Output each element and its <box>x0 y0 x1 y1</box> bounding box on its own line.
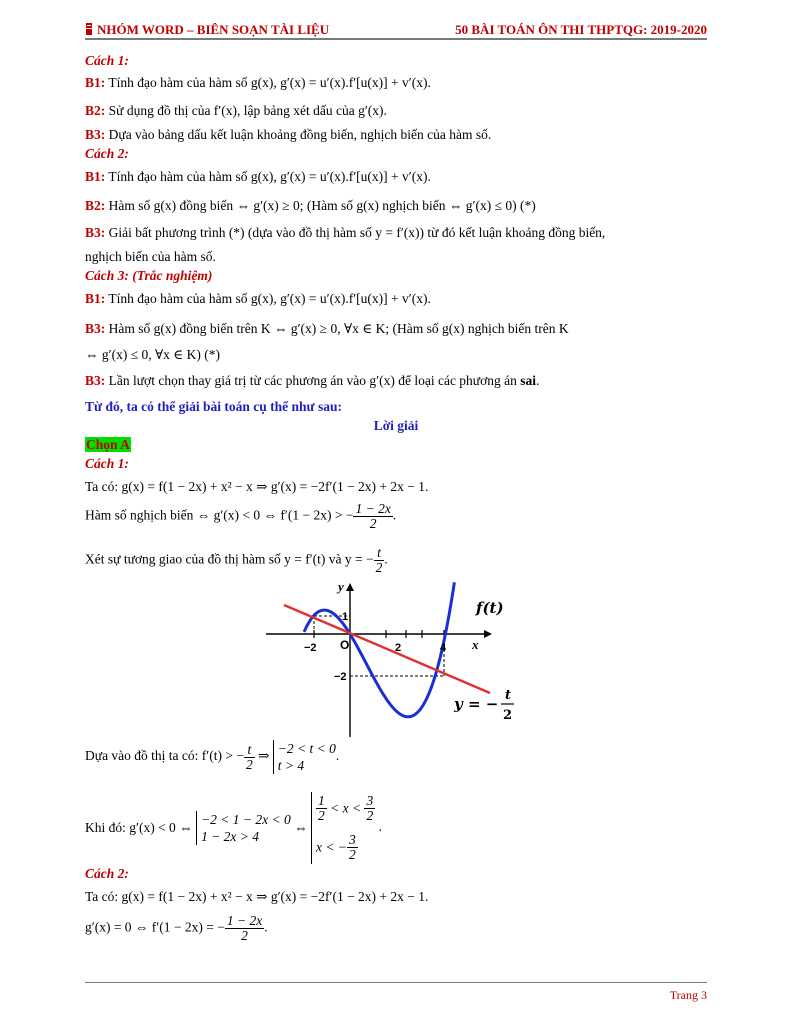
sol2-line2: g′(x) = 0 ⇔ f′(1 − 2x) = − $\frac{1 - 2x}{2}$ . <box>85 913 268 943</box>
y-axis-arrow-icon <box>346 583 354 591</box>
header-rule <box>85 38 707 40</box>
answer-badge: Chọn A <box>86 437 130 452</box>
book-logo-icon <box>85 23 93 35</box>
curve-f-t <box>304 582 454 717</box>
method1-title: Cách 1: <box>85 53 129 68</box>
fraction: $\frac{t}{2}$ <box>375 545 383 575</box>
method2-b1: B1: Tính đạo hàm của hàm số g(x), g′(x) = u′(x).f′[u(x)] + v′(x). <box>85 169 431 184</box>
x-axis-label: x <box>472 637 479 652</box>
sol1-line2: Hàm số nghịch biến ⇔ g′(x) < 0 ⇔ f′(1 − 2x) > − $\frac{1 - 2x}{2}$ . <box>85 501 397 531</box>
y-axis-label: y <box>338 579 344 594</box>
tick-label-y1: 1 <box>342 611 349 623</box>
curve-label: f(t) <box>476 599 504 617</box>
case-bracket: −2 < 1 − 2x < 0 1 − 2x > 4 <box>196 811 291 845</box>
header-left: NHÓM WORD – BIÊN SOẠN TÀI LIỆU <box>85 22 329 38</box>
sol2-title: Cách 2: <box>85 866 129 881</box>
solution-title: Lời giải <box>373 418 419 433</box>
header-right: 50 BÀI TOÁN ÔN THI THPTQG: 2019-2020 <box>455 22 707 37</box>
sol1-line4: Dựa vào đồ thị ta có: f′(t) > − $\frac{t}{2}$ ⇒ −2 < t < 0 t > 4 . <box>85 741 340 773</box>
footer-rule <box>85 982 707 983</box>
page-footer <box>85 982 707 1002</box>
sol1-line5: Khi đó: g′(x) < 0 ⇔ −2 < 1 − 2x < 0 1 − 2x > 4 ⇔ $\frac{1}{2}$ < x < $\frac{3}{2}$ x < − $\frac{3}{2}$ . <box>85 793 382 862</box>
function-graph <box>262 575 524 740</box>
line-label-den: 2 <box>503 708 513 723</box>
fraction: $\frac{1 - 2x}{2}$ <box>355 501 391 531</box>
method3-b2-cont: ⇔ g′(x) ≤ 0, ∀x ∈ K) (*) <box>85 347 220 362</box>
method1-b1: B1: Tính đạo hàm của hàm số g(x), g′(x) = u′(x).f′[u(x)] + v′(x). <box>85 75 431 90</box>
page-header <box>85 20 707 40</box>
fraction: $\frac{1 - 2x}{2}$ <box>226 913 263 943</box>
method2-b3: B3: Giải bất phương trình (*) (dựa vào đồ thị hàm số y = f′(x)) từ đó kết luận khoảng đồng biến, <box>85 225 606 240</box>
method3-b2: B3: Hàm số g(x) đồng biến trên K ⇔ g′(x) ≥ 0, ∀x ∈ K; (Hàm số g(x) nghịch biến trên K <box>85 321 569 336</box>
transition-text: Từ đó, ta có thể giải bài toán cụ thể như sau: <box>85 399 342 414</box>
origin-label: O <box>340 638 350 652</box>
line-label: y = − <box>454 695 499 713</box>
sol1-line1: Ta có: g(x) = f(1 − 2x) + x² − x ⇒ g′(x) = −2f′(1 − 2x) + 2x − 1. <box>85 479 429 494</box>
method3-title: Cách 3: (Trắc nghiệm) <box>85 268 213 283</box>
sol1-line3: Xét sự tương giao của đồ thị hàm số y = f′(t) và y = − $\frac{t}{2}$ . <box>85 545 388 575</box>
method2-b3-cont: nghịch biến của hàm số. <box>85 249 216 264</box>
method1-b3: B3: Dựa vào bảng dấu kết luận khoảng đồng biến, nghịch biến của hàm số. <box>85 127 492 142</box>
method3-b1: B1: Tính đạo hàm của hàm số g(x), g′(x) = u′(x).f′[u(x)] + v′(x). <box>85 291 431 306</box>
method3-b3: B3: Lần lượt chọn thay giá trị từ các phương án vào g′(x) để loại các phương án sai. <box>85 373 540 388</box>
tick-label-neg2: −2 <box>304 642 317 654</box>
tick-label-2: 2 <box>395 642 402 654</box>
tick-label-4: 4 <box>440 642 447 654</box>
method2-title: Cách 2: <box>85 146 129 161</box>
tick-label-yneg2: −2 <box>334 671 347 683</box>
case-bracket: $\frac{1}{2}$ < x < $\frac{3}{2}$ x < − $\frac{3}{2}$ <box>311 792 375 864</box>
line-label-num: t <box>505 688 512 703</box>
case-bracket: −2 < t < 0 t > 4 <box>273 740 336 774</box>
method2-b2: B2: Hàm số g(x) đồng biến ⇔ g′(x) ≥ 0; (Hàm số g(x) nghịch biến ⇔ g′(x) ≤ 0) (*) <box>85 198 536 213</box>
sol2-line1: Ta có: g(x) = f(1 − 2x) + x² − x ⇒ g′(x) = −2f′(1 − 2x) + 2x − 1. <box>85 889 429 904</box>
method1-b2: B2: Sử dụng đồ thị của f′(x), lập bảng xét dấu của g′(x). <box>85 103 387 118</box>
page-number: Trang 3 <box>669 988 707 1002</box>
fraction: $\frac{t}{2}$ <box>245 741 253 772</box>
sol1-title: Cách 1: <box>85 456 129 471</box>
x-axis-arrow-icon <box>484 630 492 638</box>
